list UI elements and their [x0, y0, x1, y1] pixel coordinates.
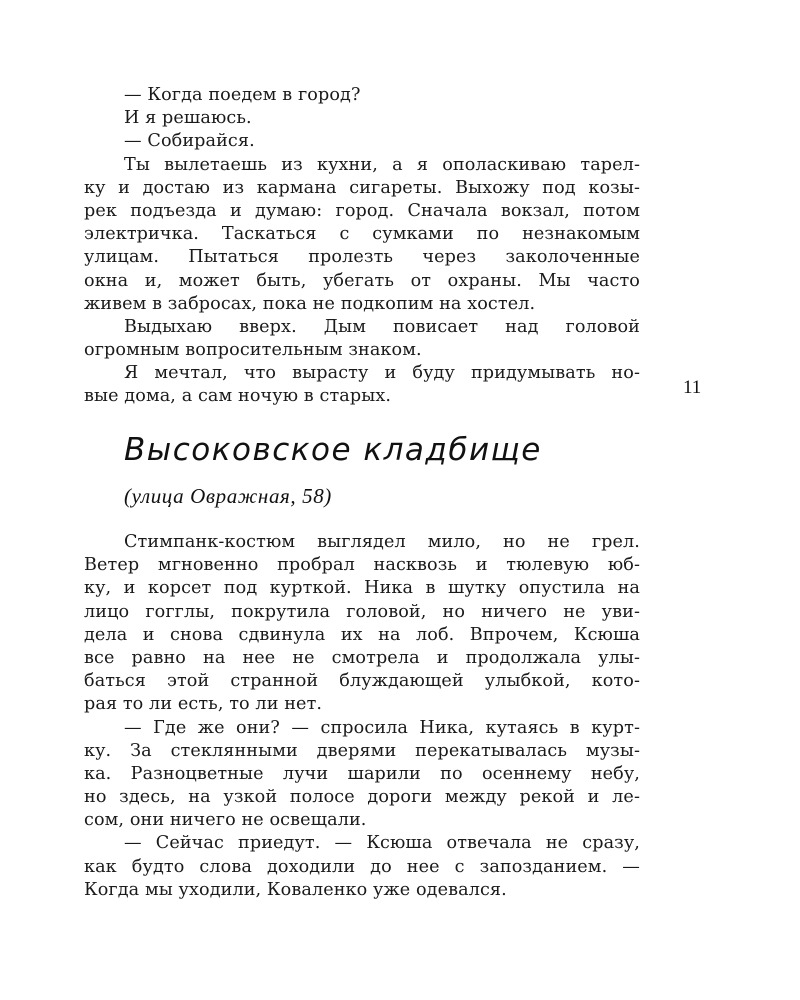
text-line: сом, они ничего не освещали. [84, 810, 367, 831]
text-line: — Где же они? — спросила Ника, кутаясь в курт- [124, 717, 640, 738]
text-block-bottom [84, 531, 640, 902]
text-line: ку, и корсет под курткой. Ника в шутку опустила на [84, 578, 640, 599]
text-line: живем в забросах, пока не подкопим на хостел. [84, 293, 536, 314]
text-line: улицам. Пытаться пролезть через заколоченные [84, 247, 640, 268]
text-line: ку и достаю из кармана сигареты. Выхожу под козы- [84, 177, 640, 198]
text-line: Стимпанк-костюм выглядел мило, но не грел. [124, 532, 640, 552]
chapter-title: Высоковское кладбище [124, 432, 542, 468]
text-line: ку. За стеклянными дверями перекатывалась музы- [84, 740, 640, 761]
text-line: рек подъезда и думаю: город. Сначала вокзал, потом [84, 200, 640, 221]
text-line: — Собирайся. [124, 131, 255, 152]
text-line: — Сейчас приедут. — Ксюша отвечала не сразу, [124, 833, 640, 854]
text-line: ка. Разноцветные лучи шарили по осеннему небу, [84, 763, 640, 784]
text-line: рая то ли есть, то ли нет. [84, 694, 323, 715]
text-line: Выдыхаю вверх. Дым повисает над головой [124, 316, 640, 337]
text-line: Ветер мгновенно пробрал насквозь и тюлевую юб- [84, 555, 640, 576]
text-line: электричка. Таскаться с сумками по незнакомым [84, 224, 640, 245]
text-line: как будто слова доходили до нее с запозданием. — [84, 856, 640, 877]
text-line: окна и, может быть, убегать от охраны. Мы часто [84, 270, 640, 291]
text-line: Я мечтал, что вырасту и буду придумывать но- [124, 363, 640, 384]
text-line: Ты вылетаешь из кухни, а я ополаскиваю тарел- [124, 154, 640, 175]
text-line: И я решаюсь. [124, 108, 252, 129]
text-block-top [84, 84, 640, 409]
text-line: но здесь, на узкой полосе дороги между рекой и ле- [84, 787, 640, 808]
text-line: огромным вопросительным знаком. [84, 340, 422, 361]
page-number: 11 [683, 377, 702, 398]
text-line: — Когда поедем в город? [124, 85, 361, 105]
text-line: лицо гогглы, покрутила головой, но ничего не уви- [84, 601, 640, 622]
text-line: дела и снова сдвинула их на лоб. Впрочем, Ксюша [84, 624, 640, 645]
text-line: все равно на нее не смотрела и продолжала улы- [84, 647, 640, 668]
chapter-subtitle: (улица Овражная, 58) [124, 484, 332, 508]
text-line: Когда мы уходили, Коваленко уже одевался. [84, 879, 507, 900]
text-line: вые дома, а сам ночую в старых. [84, 386, 392, 407]
text-line: баться этой странной блуждающей улыбкой, кото- [84, 671, 640, 692]
